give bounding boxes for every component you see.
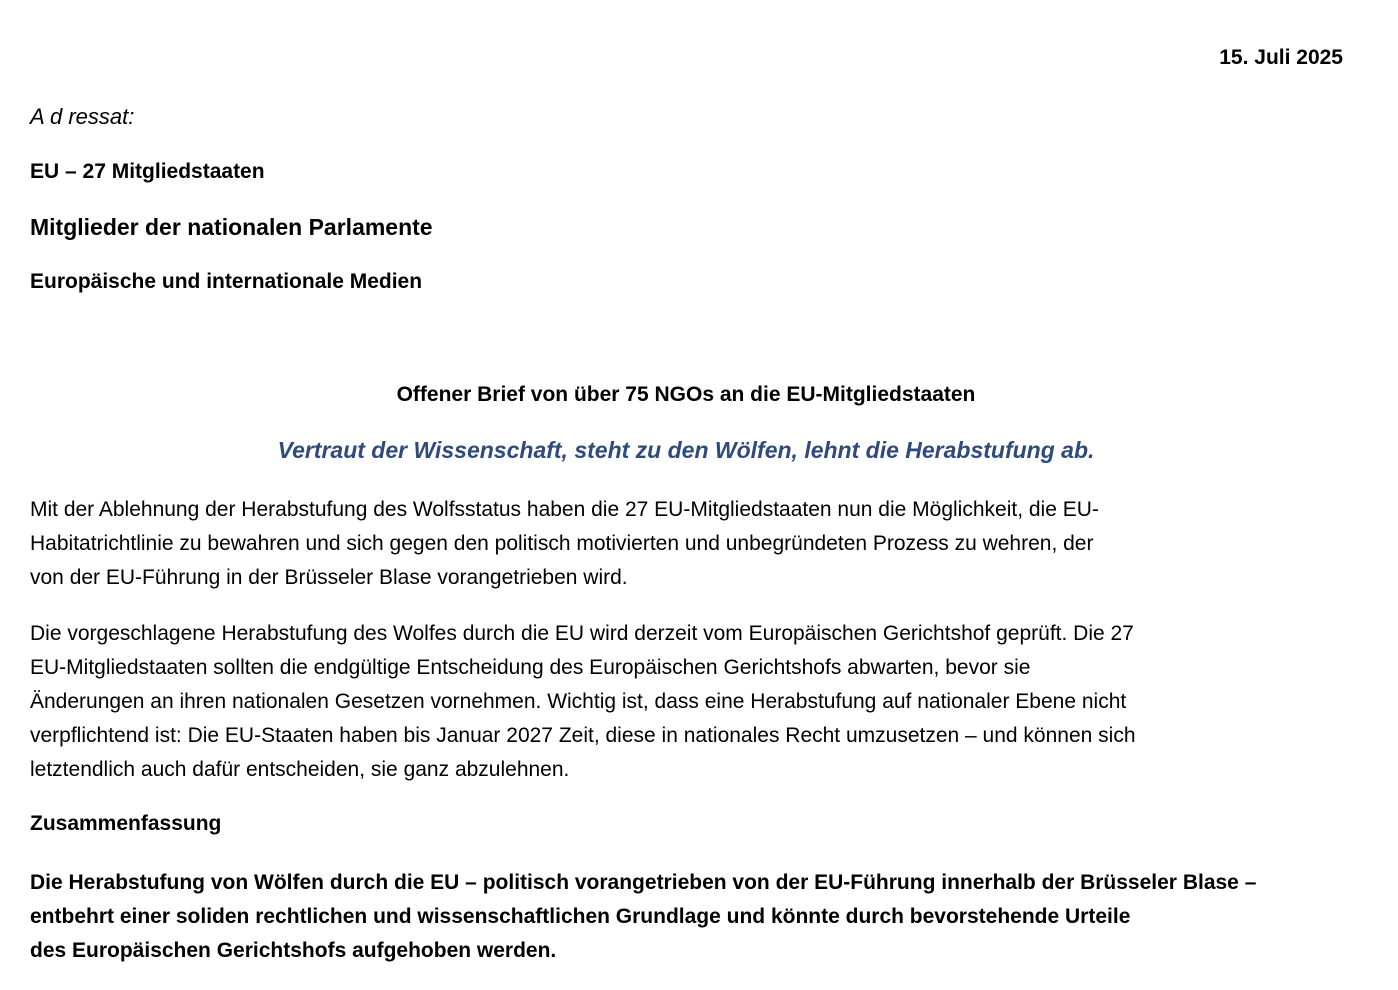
paragraph-line: Habitatrichtlinie zu bewahren und sich gegen den politisch motivierten und unbegründeten Prozess zu wehren, der <box>30 532 1094 555</box>
summary-line: des Europäischen Gerichtshofs aufgehoben werden. <box>30 939 557 962</box>
recipient-national-parliaments: Mitglieder der nationalen Parlamente <box>30 214 433 240</box>
paragraph-line: Mit der Ablehnung der Herabstufung des Wolfsstatus haben die 27 EU-Mitgliedstaaten nun die Möglichkeit, die EU- <box>30 498 1099 521</box>
paragraph-line: letztendlich auch dafür entscheiden, sie ganz abzulehnen. <box>30 758 570 781</box>
addressee-label: A d ressat: <box>30 104 135 129</box>
paragraph-line: Änderungen an ihren nationalen Gesetzen vornehmen. Wichtig ist, dass eine Herabstufung auf nationaler Ebene nicht <box>30 690 1127 713</box>
recipient-eu-member-states: EU – 27 Mitgliedstaaten <box>30 160 265 183</box>
summary-line: Die Herabstufung von Wölfen durch die EU – politisch vorangetrieben von der EU-Führung innerhalb der Brüsseler Blase – <box>30 871 1257 894</box>
paragraph-intro <box>30 493 1350 595</box>
section-heading-summary: Zusammenfassung <box>30 812 222 835</box>
paragraph-line: verpflichtend ist: Die EU-Staaten haben bis Januar 2027 Zeit, diese in nationales Recht umzusetzen – und können sich <box>30 724 1136 747</box>
letter-title: Offener Brief von über 75 NGOs an die EU-Mitgliedstaaten <box>396 383 976 406</box>
letter-subtitle: Vertraut der Wissenschaft, steht zu den Wölfen, lehnt die Herabstufung ab. <box>277 437 1095 463</box>
summary-line: entbehrt einer soliden rechtlichen und wissenschaftlichen Grundlage und könnte durch bevorstehende Urteile <box>30 905 1131 928</box>
paragraph-line: EU-Mitgliedstaaten sollten die endgültige Entscheidung des Europäischen Gerichtshofs abwarten, bevor sie <box>30 656 1031 679</box>
paragraph-court-review <box>30 617 1350 787</box>
paragraph-line: Die vorgeschlagene Herabstufung des Wolfes durch die EU wird derzeit vom Europäischen Gerichtshof geprüft. Die 27 <box>30 622 1134 645</box>
letter-date: 15. Juli 2025 <box>1219 46 1343 69</box>
summary-paragraph <box>30 866 1350 968</box>
recipient-media: Europäische und internationale Medien <box>30 270 423 293</box>
paragraph-line: von der EU-Führung in der Brüsseler Blase vorangetrieben wird. <box>30 566 628 589</box>
